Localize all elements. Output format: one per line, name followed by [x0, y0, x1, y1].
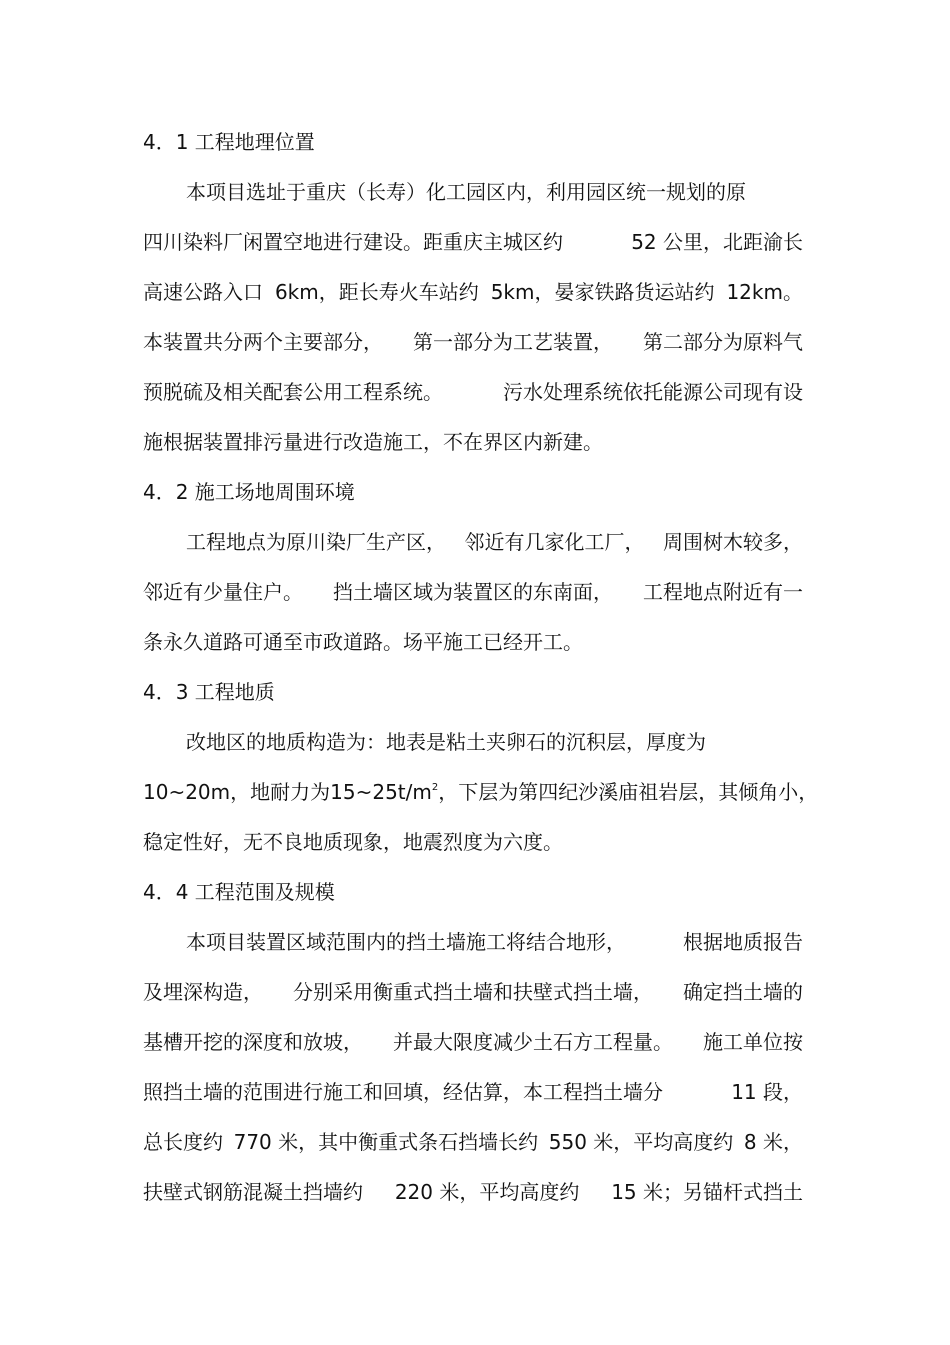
- text-run: 220 米，平均高度约: [394, 1180, 580, 1204]
- text-run: 改地区的地质构造为：地表是粘土夹卵石的沉积层，厚度为: [186, 730, 706, 754]
- text-run: 照挡土墙的范围进行施工和回填，经估算，本工程挡土墙分: [143, 1080, 663, 1104]
- text-run: 15 米；另锚杆式挡土: [611, 1180, 803, 1204]
- section-heading-4-4: 4．4 工程范围及规模: [143, 880, 335, 904]
- paragraph-line: [143, 575, 803, 609]
- paragraph-line: [143, 1175, 803, 1209]
- section-heading-4-3: 4．3 工程地质: [143, 680, 275, 704]
- paragraph-line: [186, 925, 803, 959]
- text-run: 770 米，其中衡重式条石挡墙长约: [233, 1130, 539, 1154]
- text-run: 本项目选址于重庆（长寿）化工园区内，利用园区统一规划的原: [186, 180, 746, 204]
- text-run: 稳定性好，无不良地质现象，地震烈度为六度。: [143, 830, 563, 854]
- text-run: 条永久道路可通至市政道路。场平施工已经开工。: [143, 630, 583, 654]
- paragraph-line: [143, 825, 803, 859]
- text-run: 确定挡土墙的: [683, 980, 803, 1004]
- text-run: 扶壁式钢筋混凝土挡墙约: [143, 1180, 363, 1204]
- text-run: 邻近有少量住户。: [143, 580, 303, 604]
- text-run: 高速公路入口: [143, 280, 263, 304]
- paragraph-line: [186, 525, 803, 559]
- text-run: 本装置共分两个主要部分，: [143, 330, 383, 354]
- section-heading-4-2: 4．2 施工场地周围环境: [143, 480, 355, 504]
- text-run: 挡土墙区域为装置区的东南面，: [333, 580, 613, 604]
- text-run: 5km，晏家铁路货运站约: [490, 280, 715, 304]
- text-run: 11 段，: [731, 1080, 803, 1104]
- text-run: 第二部分为原料气: [643, 330, 803, 354]
- text-run: 550 米，平均高度约: [548, 1130, 734, 1154]
- text-run: 四川染料厂闲置空地进行建设。距重庆主城区约: [143, 230, 563, 254]
- text-run: 分别采用衡重式挡土墙和扶壁式挡土墙，: [293, 980, 653, 1004]
- text-run: 总长度约: [143, 1130, 223, 1154]
- paragraph-line: [143, 225, 803, 259]
- paragraph-line: [143, 275, 803, 309]
- text-run: 第一部分为工艺装置，: [413, 330, 613, 354]
- text-run: 周围树木较多，: [663, 530, 803, 554]
- text-run: 本项目装置区域范围内的挡土墙施工将结合地形，: [186, 930, 626, 954]
- text-run: 15~25t/m: [330, 780, 432, 804]
- paragraph-line: [143, 1025, 803, 1059]
- text-run: 基槽开挖的深度和放坡，: [143, 1030, 363, 1054]
- text-run: 工程地点附近有一: [643, 580, 803, 604]
- paragraph-line: [143, 775, 819, 809]
- paragraph-line: [186, 175, 803, 209]
- text-run: 污水处理系统依托能源公司现有设: [503, 380, 803, 404]
- paragraph-line: [143, 375, 803, 409]
- text-run: 10~20m，地耐力为: [143, 780, 331, 804]
- text-run: 根据地质报告: [683, 930, 803, 954]
- paragraph-line: [143, 1125, 803, 1159]
- paragraph-line: [143, 325, 803, 359]
- section-heading-4-1: 4．1 工程地理位置: [143, 130, 315, 154]
- paragraph-line: [186, 725, 803, 759]
- superscript: 2: [431, 782, 439, 793]
- text-run: 及埋深构造，: [143, 980, 263, 1004]
- text-run: 52 公里，北距渝长: [631, 230, 803, 254]
- text-run: 工程地点为原川染厂生产区，: [186, 530, 446, 554]
- paragraph-line: [143, 1075, 803, 1109]
- text-run: 施根据装置排污量进行改造施工，不在界区内新建。: [143, 430, 603, 454]
- text-run: 其倾角小，: [718, 780, 819, 804]
- text-run: ，下层为第四纪沙溪庙祖岩层，: [438, 780, 719, 804]
- text-run: 邻近有几家化工厂，: [464, 530, 645, 554]
- text-run: 并最大限度减少土石方工程量。: [393, 1030, 673, 1054]
- text-run: 12km。: [726, 280, 803, 304]
- paragraph-line: [143, 625, 803, 659]
- text-run: 预脱硫及相关配套公用工程系统。: [143, 380, 443, 404]
- paragraph-line: [143, 975, 803, 1009]
- text-run: 8 米，: [743, 1130, 803, 1154]
- text-run: 6km，距长寿火车站约: [274, 280, 479, 304]
- text-run-with-superscript: [330, 775, 718, 809]
- paragraph-line: [143, 425, 803, 459]
- text-run: 施工单位按: [703, 1030, 803, 1054]
